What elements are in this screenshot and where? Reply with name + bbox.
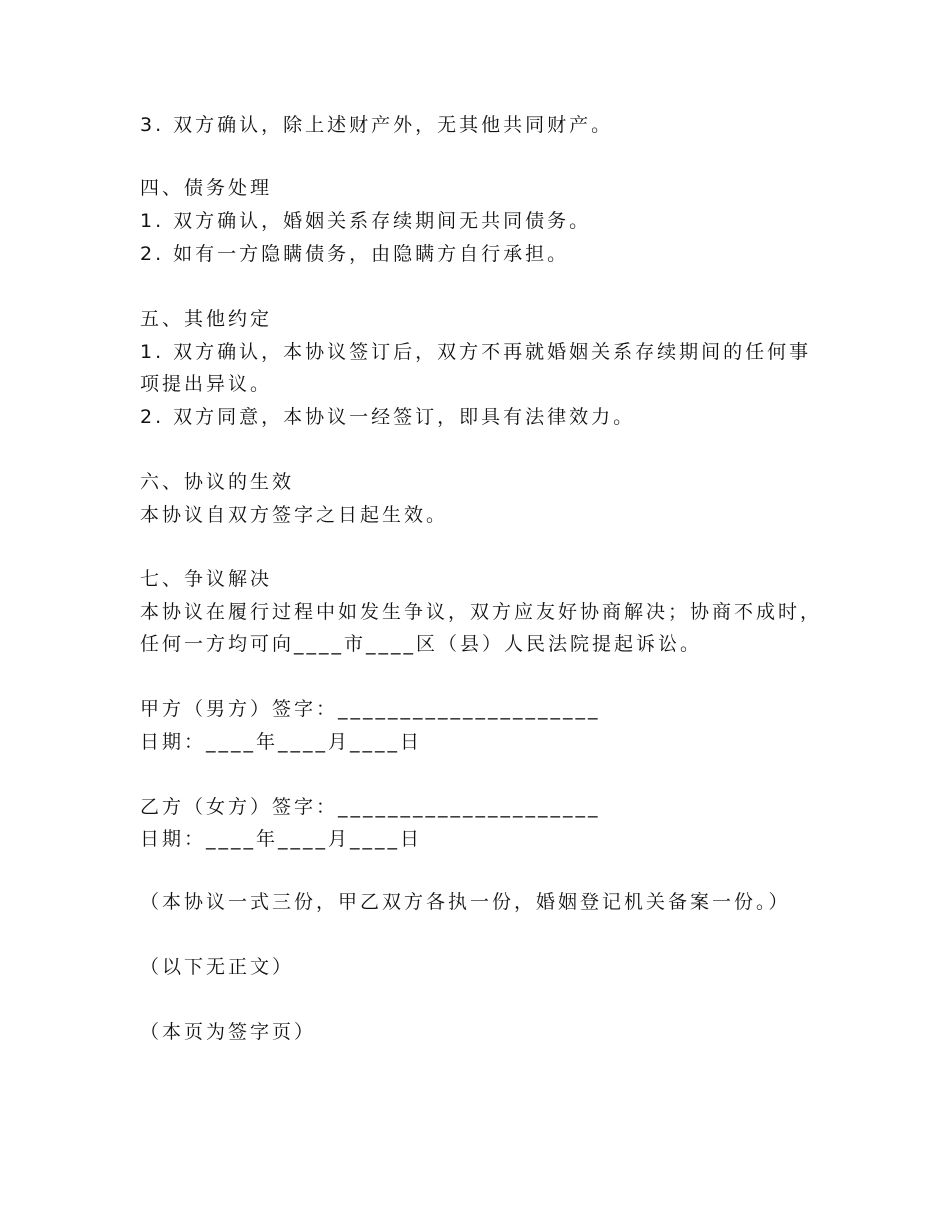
debt-clause-1: 1. 双方确认，婚姻关系存续期间无共同债务。 [140,210,592,232]
party-b-signature: 乙方（女方）签字：_____________________ [140,796,601,818]
dispute-text-1: 本协议在履行过程中如发生争议，双方应友好协商解决；协商不成时， [140,601,823,623]
party-a-signature: 甲方（男方）签字：_____________________ [140,698,601,720]
effect-text: 本协议自双方签字之日起生效。 [140,504,449,526]
signature-page-note: （本页为签字页） [140,1021,317,1043]
other-clause-1: 1. 双方确认，本协议签订后，双方不再就婚姻关系存续期间的任何事 [140,341,812,363]
other-clause-2: 2. 双方同意，本协议一经签订，即具有法律效力。 [140,406,636,428]
property-clause-3: 3. 双方确认，除上述财产外，无其他共同财产。 [140,114,614,136]
party-a-date: 日期：____年____月____日 [140,731,423,753]
section-heading-effect: 六、协议的生效 [140,471,295,493]
other-clause-1-cont: 项提出异议。 [140,373,273,395]
section-heading-debt: 四、债务处理 [140,177,273,199]
party-b-date: 日期：____年____月____日 [140,828,423,850]
dispute-text-2: 任何一方均可向____市____区（县）人民法院提起诉讼。 [140,633,703,655]
section-heading-other: 五、其他约定 [140,308,273,330]
no-further-text-note: （以下无正文） [140,956,295,978]
section-heading-dispute: 七、争议解决 [140,568,273,590]
debt-clause-2: 2. 如有一方隐瞒债务，由隐瞒方自行承担。 [140,243,570,265]
copies-note: （本协议一式三份，甲乙双方各执一份，婚姻登记机关备案一份。） [140,891,791,913]
